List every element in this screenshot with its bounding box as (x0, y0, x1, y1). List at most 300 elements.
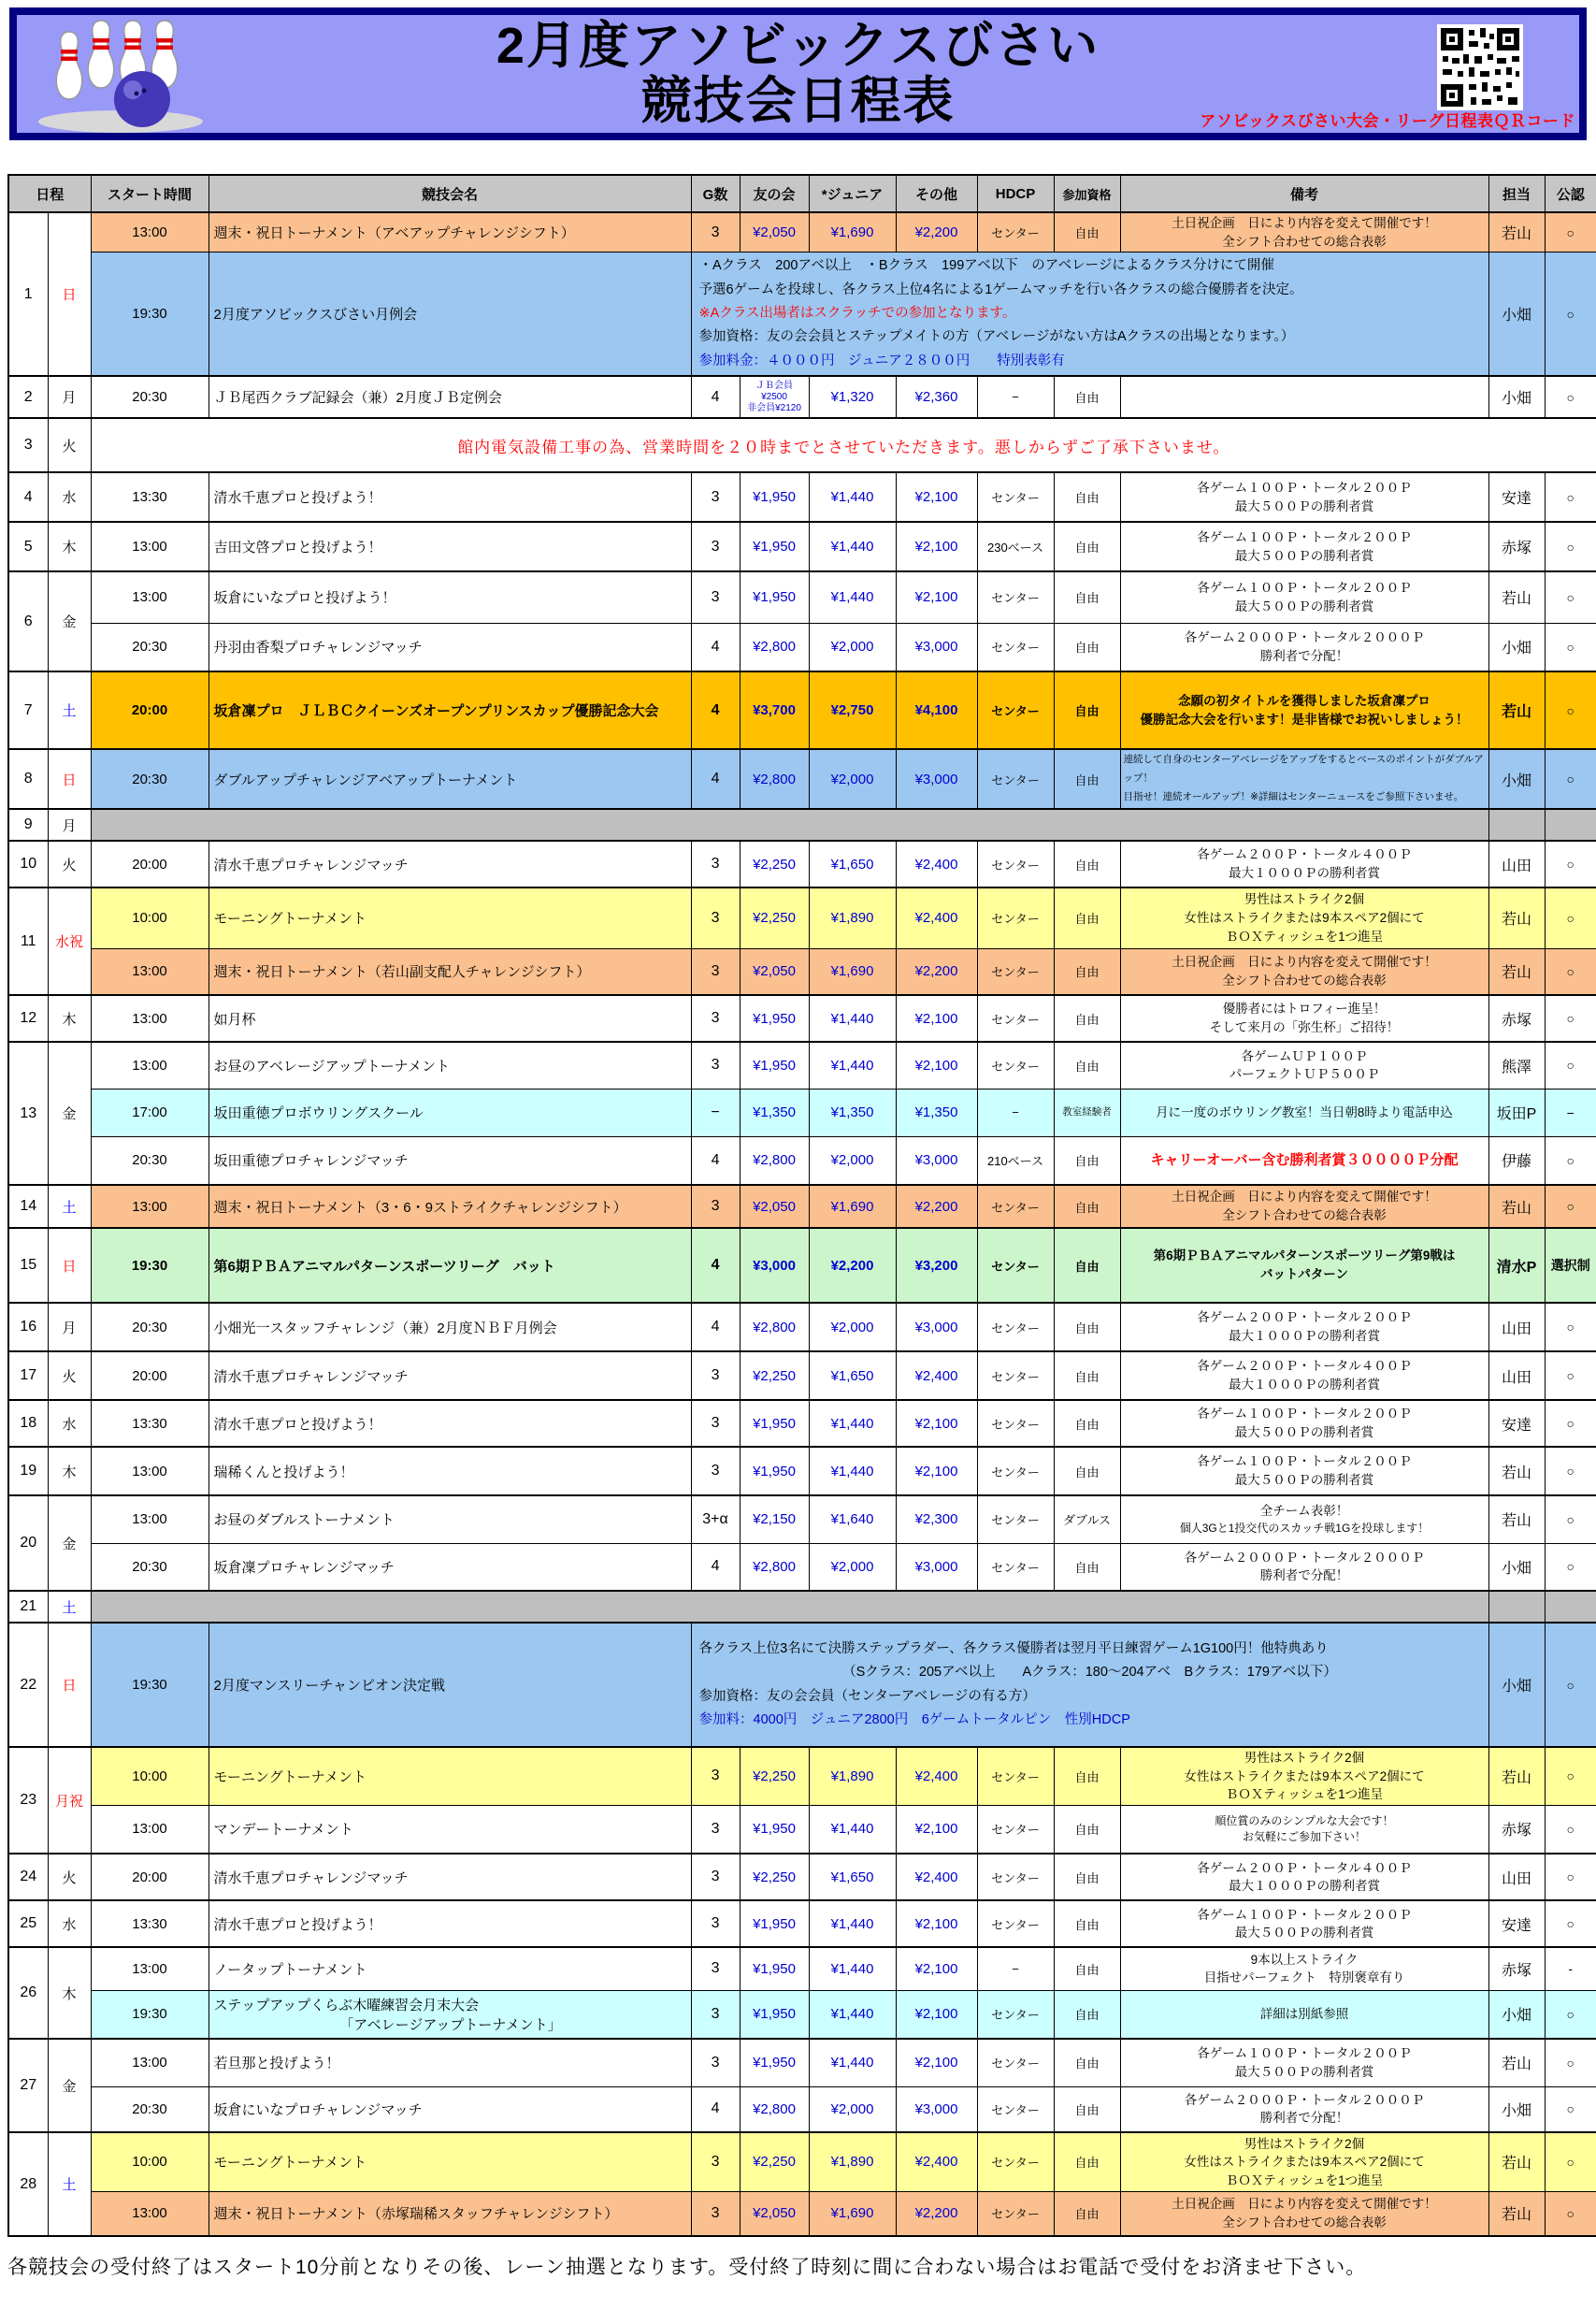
eligibility: 自由 (1054, 522, 1120, 571)
text-line: 詳細は別紙参照 (1259, 2007, 1349, 2022)
fee-other: ¥2,100 (896, 1400, 977, 1447)
start-time: 20:30 (91, 749, 208, 809)
fee-member: ¥2,800 (740, 1543, 809, 1591)
remarks (1120, 841, 1488, 888)
certified: ○ (1545, 1400, 1596, 1447)
staff: 若山 (1488, 571, 1545, 623)
staff: 赤塚 (1488, 1947, 1545, 1990)
staff: 若山 (1488, 888, 1545, 948)
start-time: 13:00 (91, 1447, 208, 1495)
staff: 赤塚 (1488, 522, 1545, 571)
fee-other: ¥2,200 (896, 948, 977, 995)
date-number: 20 (8, 1495, 48, 1591)
certified: ○ (1545, 1623, 1596, 1747)
date-number: 18 (8, 1400, 48, 1447)
event-name: 坂倉凜プロチャレンジマッチ (208, 1543, 691, 1591)
remarks (1120, 1303, 1488, 1351)
text-line: 個人3Gと1投交代のスカッチ戦1Gを投球します！ (1179, 1521, 1430, 1535)
staff: 若山 (1488, 1185, 1545, 1228)
games: 3 (691, 1447, 740, 1495)
fee-junior: ¥1,440 (809, 2039, 896, 2086)
text-line: 念願の初タイトルを獲得しました坂倉凜プロ (1178, 693, 1431, 708)
start-time: 19:30 (91, 253, 208, 376)
weekday: 月 (48, 376, 91, 418)
date-number: 14 (8, 1185, 48, 1228)
games: 3 (691, 522, 740, 571)
fee-other: ¥2,400 (896, 1854, 977, 1900)
text-line: 最大５００Ｐの勝利者賞 (1234, 548, 1374, 563)
schedule-row (8, 1854, 1596, 1900)
eligibility: 自由 (1054, 749, 1120, 809)
start-time: 20:30 (91, 376, 208, 418)
fee-member: ¥1,950 (740, 522, 809, 571)
fee-junior: ¥1,650 (809, 1351, 896, 1400)
remarks (1120, 1747, 1488, 1805)
start-time: 13:00 (91, 1495, 208, 1543)
certified: ○ (1545, 1136, 1596, 1185)
text-line: キャリーオーバー含む勝利者賞３００００Ｐ分配 (1150, 1151, 1459, 1168)
qr-code (1437, 24, 1523, 110)
start-time: 13:00 (91, 1947, 208, 1990)
start-time: 13:30 (91, 1400, 208, 1447)
empty-cell (91, 1591, 1488, 1623)
staff: 若山 (1488, 212, 1545, 253)
weekday: 金 (48, 571, 91, 671)
fee-junior: ¥1,650 (809, 841, 896, 888)
text-line: 各ゲーム２００Ｐ・トータル２００Ｐ (1197, 1310, 1412, 1325)
empty-cell (91, 809, 1488, 841)
fee-other: ¥2,200 (896, 2191, 977, 2236)
start-time: 20:30 (91, 1543, 208, 1591)
col-header-junior-fee: *ジュニア (809, 175, 896, 212)
event-name: 週末・祝日トーナメント（若山副支配人チャレンジシフト） (208, 948, 691, 995)
text-line: 各ゲーム２０００Ｐ・トータル２０００Ｐ (1184, 1550, 1425, 1565)
certified: ○ (1545, 472, 1596, 522)
text-line: 各ゲーム１００Ｐ・トータル２００Ｐ (1197, 529, 1412, 544)
event-name: 若旦那と投げよう！ (208, 2039, 691, 2086)
text-line: 優勝記念大会を行います！是非皆様でお祝いしましょう！ (1140, 712, 1469, 727)
fee-member: ¥2,800 (740, 749, 809, 809)
fee-other: ¥2,100 (896, 995, 977, 1042)
fee-junior: ¥2,200 (809, 1228, 896, 1303)
eligibility: 自由 (1054, 1805, 1120, 1854)
remarks (1120, 995, 1488, 1042)
hdcp: − (977, 376, 1054, 418)
fee-member: ¥1,950 (740, 1900, 809, 1947)
schedule-row (8, 2191, 1596, 2236)
event-name: 瑞稀くんと投げよう！ (208, 1447, 691, 1495)
remarks (1120, 1351, 1488, 1400)
start-time: 13:00 (91, 1805, 208, 1854)
hdcp: センター (977, 1543, 1054, 1591)
eligibility: 自由 (1054, 1747, 1120, 1805)
event-name: お昼のダブルストーナメント (208, 1495, 691, 1543)
certified: ○ (1545, 1747, 1596, 1805)
fee-member: ¥2,800 (740, 2086, 809, 2132)
col-header-remarks: 備考 (1120, 175, 1488, 212)
hdcp: センター (977, 212, 1054, 253)
certified: ○ (1545, 1805, 1596, 1854)
fee-other: ¥1,350 (896, 1089, 977, 1136)
date-number: 21 (8, 1591, 48, 1623)
event-name: モーニングトーナメント (208, 2132, 691, 2191)
fee-junior: ¥1,690 (809, 948, 896, 995)
col-header-eligibility: 参加資格 (1054, 175, 1120, 212)
start-time: 10:00 (91, 1747, 208, 1805)
fee-member: ¥1,950 (740, 995, 809, 1042)
fee-member: ¥2,050 (740, 948, 809, 995)
event-name: 如月杯 (208, 995, 691, 1042)
fee-other: ¥3,000 (896, 749, 977, 809)
staff: 若山 (1488, 1747, 1545, 1805)
fee-junior: ¥2,000 (809, 1543, 896, 1591)
fee-other: ¥4,100 (896, 671, 977, 749)
fee-member: ¥2,800 (740, 1136, 809, 1185)
start-time: 20:30 (91, 623, 208, 671)
eligibility: 自由 (1054, 671, 1120, 749)
event-name: 坂倉にいなプロと投げよう！ (208, 571, 691, 623)
text-line: 全シフト合わせての総合表彰 (1222, 234, 1387, 249)
event-name: 丹羽由香梨プロチャレンジマッチ (208, 623, 691, 671)
fee-other: ¥3,200 (896, 1228, 977, 1303)
certified: ○ (1545, 2132, 1596, 2191)
footer-note: 各競技会の受付終了はスタート10分前となりその後、レーン抽選となります。受付終了時刻に間に合わない場合はお電話で受付をお済ませ下さい。 (7, 2257, 1367, 2279)
col-header-hdcp: HDCP (977, 175, 1054, 212)
schedule-row (8, 749, 1596, 809)
certified: ○ (1545, 623, 1596, 671)
fee-other: ¥2,100 (896, 1900, 977, 1947)
event-name: 週末・祝日トーナメント（アベアップチャレンジシフト） (208, 212, 691, 253)
page-title-line2: 競技会日程表 (640, 73, 956, 130)
text-line: 目指せパーフェクト 特別褒章有り (1203, 1970, 1405, 1985)
fee-other: ¥2,100 (896, 571, 977, 623)
weekday: 金 (48, 1495, 91, 1591)
fee-other: ¥2,100 (896, 1042, 977, 1089)
games: 3 (691, 1042, 740, 1089)
eligibility: 自由 (1054, 571, 1120, 623)
remarks (1120, 1854, 1488, 1900)
remarks (1120, 2039, 1488, 2086)
text-line: 各ゲーム２００Ｐ・トータル４００Ｐ (1197, 1860, 1412, 1875)
schedule-row (8, 1591, 1596, 1623)
fee-junior: ¥1,440 (809, 1805, 896, 1854)
remarks (1120, 1447, 1488, 1495)
weekday: 火 (48, 1351, 91, 1400)
certified: ○ (1545, 2086, 1596, 2132)
weekday: 日 (48, 1623, 91, 1747)
fee-junior: ¥1,440 (809, 1400, 896, 1447)
text-line: 土日祝企画 日により内容を変えて開催です！ (1172, 216, 1437, 230)
remarks (1120, 671, 1488, 749)
fee-member: ¥1,950 (740, 571, 809, 623)
schedule-row (8, 212, 1596, 253)
schedule-row (8, 1303, 1596, 1351)
games: 4 (691, 1303, 740, 1351)
schedule-row (8, 253, 1596, 376)
fee-member: ¥2,250 (740, 1747, 809, 1805)
text-line: 男性はストライク2個 (1244, 2136, 1365, 2151)
eligibility: 自由 (1054, 1947, 1120, 1990)
games: 4 (691, 1543, 740, 1591)
remarks (1120, 1185, 1488, 1228)
eligibility: 自由 (1054, 1351, 1120, 1400)
remarks (1120, 2191, 1488, 2236)
staff (1488, 1591, 1545, 1623)
hdcp: センター (977, 1854, 1054, 1900)
start-time: 13:00 (91, 1185, 208, 1228)
eligibility: 自由 (1054, 2191, 1120, 2236)
text-line: ステップアップくらぶ木曜練習会月末大会 (213, 1997, 480, 2013)
remarks (1120, 1228, 1488, 1303)
fee-member: ¥2,050 (740, 2191, 809, 2236)
schedule-table (7, 174, 1596, 2237)
text-line: 各ゲーム１００Ｐ・トータル２００Ｐ (1197, 480, 1412, 495)
staff: 小畑 (1488, 1543, 1545, 1591)
eligibility: 自由 (1054, 2086, 1120, 2132)
hdcp: センター (977, 1400, 1054, 1447)
fee-member: ¥2,050 (740, 1185, 809, 1228)
staff: 安達 (1488, 1400, 1545, 1447)
start-time: 20:00 (91, 671, 208, 749)
text-line: 予選6ゲームを投球し、各クラス上位4名による1ゲームマッチを行い各クラスの総合優勝者を決定。 (698, 281, 1303, 297)
fee-member: ¥2,250 (740, 1351, 809, 1400)
games: 4 (691, 623, 740, 671)
event-name: マンデートーナメント (208, 1805, 691, 1854)
text-line: 各ゲーム１００Ｐ・トータル２００Ｐ (1197, 1407, 1412, 1421)
event-name: 坂倉にいなプロチャレンジマッチ (208, 2086, 691, 2132)
fee-junior: ¥2,000 (809, 2086, 896, 2132)
start-time: 19:30 (91, 1228, 208, 1303)
staff: 赤塚 (1488, 1805, 1545, 1854)
fee-member: ¥2,250 (740, 841, 809, 888)
weekday: 木 (48, 522, 91, 571)
fee-member: ¥2,800 (740, 1303, 809, 1351)
schedule-row (8, 671, 1596, 749)
fee-other: ¥3,000 (896, 1543, 977, 1591)
hdcp: 210ベース (977, 1136, 1054, 1185)
fee-junior: ¥1,350 (809, 1089, 896, 1136)
start-time: 13:00 (91, 2039, 208, 2086)
weekday: 月祝 (48, 1747, 91, 1854)
start-time: 10:00 (91, 2132, 208, 2191)
remarks (1120, 1543, 1488, 1591)
fee-member: ¥1,950 (740, 472, 809, 522)
remarks (1120, 749, 1488, 809)
event-details (691, 253, 1488, 376)
start-time: 13:00 (91, 1042, 208, 1089)
schedule-row (8, 1623, 1596, 1747)
staff: 坂田P (1488, 1089, 1545, 1136)
fee-member: ¥2,800 (740, 623, 809, 671)
fee-other: ¥3,000 (896, 1136, 977, 1185)
certified: 選択制 (1545, 1228, 1596, 1303)
eligibility: ダブルス (1054, 1495, 1120, 1543)
event-name: 坂倉凜プロ ＪＬＢＣクイーンズオープンプリンスカップ優勝記念大会 (208, 671, 691, 749)
games: 4 (691, 1228, 740, 1303)
eligibility: 自由 (1054, 376, 1120, 418)
eligibility: 自由 (1054, 1543, 1120, 1591)
weekday: 土 (48, 1185, 91, 1228)
certified: ○ (1545, 1900, 1596, 1947)
fee-junior: ¥2,000 (809, 623, 896, 671)
fee-member: ¥3,700 (740, 671, 809, 749)
date-number: 23 (8, 1747, 48, 1854)
fee-junior: ¥1,690 (809, 212, 896, 253)
remarks (1120, 623, 1488, 671)
event-name: 清水千恵プロチャレンジマッチ (208, 1351, 691, 1400)
fee-other: ¥2,100 (896, 1447, 977, 1495)
certified: ○ (1545, 376, 1596, 418)
games: 3 (691, 888, 740, 948)
date-number: 25 (8, 1900, 48, 1947)
staff: 小畑 (1488, 623, 1545, 671)
games: 4 (691, 1136, 740, 1185)
schedule-row (8, 841, 1596, 888)
weekday: 日 (48, 212, 91, 376)
fee-member: ¥1,950 (740, 1990, 809, 2039)
start-time: 20:00 (91, 841, 208, 888)
schedule-row (8, 522, 1596, 571)
fee-junior: ¥1,890 (809, 2132, 896, 2191)
staff: 山田 (1488, 1303, 1545, 1351)
start-time: 10:00 (91, 888, 208, 948)
date-number: 28 (8, 2132, 48, 2236)
fee-member (740, 376, 809, 418)
date-number: 12 (8, 995, 48, 1042)
weekday: 水 (48, 1400, 91, 1447)
remarks (1120, 1900, 1488, 1947)
event-name (208, 1990, 691, 2039)
event-name: ノータップトーナメント (208, 1947, 691, 1990)
col-header-member-fee: 友の会 (740, 175, 809, 212)
staff: 小畑 (1488, 749, 1545, 809)
hdcp: センター (977, 2191, 1054, 2236)
date-number: 24 (8, 1854, 48, 1900)
schedule-row (8, 472, 1596, 522)
schedule-row (8, 1543, 1596, 1591)
certified: - (1545, 1947, 1596, 1990)
remarks (1120, 1089, 1488, 1136)
remarks (1120, 212, 1488, 253)
staff: 小畑 (1488, 1990, 1545, 2039)
hdcp: センター (977, 1747, 1054, 1805)
certified: ○ (1545, 841, 1596, 888)
hdcp: 230ベース (977, 522, 1054, 571)
date-number: 6 (8, 571, 48, 671)
text-line: 教室経験者 (1062, 1105, 1112, 1118)
games: 3 (691, 1400, 740, 1447)
weekday: 木 (48, 1447, 91, 1495)
qr-code-label: アソビックスびさい大会・リーグ日程表ＱＲコード (1200, 112, 1575, 130)
remarks (1120, 522, 1488, 571)
date-number: 16 (8, 1303, 48, 1351)
eligibility: 自由 (1054, 1185, 1120, 1228)
schedule-row (8, 1990, 1596, 2039)
staff: 伊藤 (1488, 1136, 1545, 1185)
event-name: 週末・祝日トーナメント（赤塚瑞稀スタッフチャレンジシフト） (208, 2191, 691, 2236)
event-name: 第6期ＰＢＡアニマルパターンスポーツリーグ バット (208, 1228, 691, 1303)
games: 3 (691, 841, 740, 888)
staff: 安達 (1488, 472, 1545, 522)
fee-junior: ¥1,440 (809, 1947, 896, 1990)
schedule-body (8, 212, 1596, 2236)
text-line: 順位賞のみのシンプルな大会です！ (1215, 1813, 1394, 1827)
col-header-certified: 公認 (1545, 175, 1596, 212)
start-time: 20:30 (91, 1303, 208, 1351)
event-name: 吉田文啓プロと投げよう！ (208, 522, 691, 571)
schedule-row (8, 888, 1596, 948)
games: 3 (691, 995, 740, 1042)
date-number: 9 (8, 809, 48, 841)
date-number: 10 (8, 841, 48, 888)
certified: ○ (1545, 1303, 1596, 1351)
event-name: ＪＢ尾西クラブ記録会（兼）2月度ＪＢ定例会 (208, 376, 691, 418)
text-line: 女性はストライクまたは9本スペア2個にて (1184, 910, 1425, 925)
fee-other: ¥2,400 (896, 1351, 977, 1400)
text-line: 最大５００Ｐの勝利者賞 (1234, 599, 1374, 613)
text-line: 第6期ＰＢＡアニマルパターンスポーツリーグ第9戦は (1153, 1248, 1456, 1263)
games: 3 (691, 1854, 740, 1900)
text-line: ＢＯＸティッシュを1つ進呈 (1225, 2172, 1384, 2187)
eligibility: 自由 (1054, 1303, 1120, 1351)
games: 3 (691, 1805, 740, 1854)
staff: 安達 (1488, 1900, 1545, 1947)
text-line: 参加資格：友の会会員とステップメイトの方（アベレージがない方はAクラスの出場となります。） (698, 329, 1295, 345)
hdcp: センター (977, 1228, 1054, 1303)
hdcp: センター (977, 1447, 1054, 1495)
date-number: 22 (8, 1623, 48, 1747)
start-time: 17:00 (91, 1089, 208, 1136)
event-name: 清水千恵プロと投げよう！ (208, 472, 691, 522)
fee-junior: ¥1,650 (809, 1854, 896, 1900)
start-time: 20:00 (91, 1854, 208, 1900)
start-time: 20:00 (91, 1351, 208, 1400)
text-line: 各ゲーム１００Ｐ・トータル２００Ｐ (1197, 1907, 1412, 1922)
games: 3 (691, 472, 740, 522)
event-name: 2月度マンスリーチャンピオン決定戦 (208, 1623, 691, 1747)
text-line: 最大１０００Ｐの勝利者賞 (1229, 1378, 1381, 1392)
fee-other: ¥2,100 (896, 1947, 977, 1990)
staff: 若山 (1488, 2132, 1545, 2191)
start-time: 13:00 (91, 571, 208, 623)
schedule-row (8, 1185, 1596, 1228)
text-line: 最大５００Ｐの勝利者賞 (1234, 1425, 1374, 1439)
certified: ○ (1545, 1543, 1596, 1591)
fee-member: ¥2,150 (740, 1495, 809, 1543)
fee-member: ¥2,250 (740, 888, 809, 948)
hdcp: センター (977, 2086, 1054, 2132)
certified: ○ (1545, 1447, 1596, 1495)
staff: 若山 (1488, 1495, 1545, 1543)
col-header-date: 日程 (8, 175, 91, 212)
text-line: ※Aクラス出場者はスクラッチでの参加となります。 (698, 305, 1016, 321)
fee-junior: ¥1,690 (809, 1185, 896, 1228)
schedule-row (8, 2039, 1596, 2086)
certified (1545, 1591, 1596, 1623)
text-line: 勝利者で分配！ (1259, 2111, 1349, 2126)
certified (1545, 809, 1596, 841)
hdcp: センター (977, 1805, 1054, 1854)
date-number: 3 (8, 418, 48, 472)
weekday: 金 (48, 2039, 91, 2132)
fee-other: ¥2,100 (896, 1990, 977, 2039)
eligibility: 自由 (1054, 2039, 1120, 2086)
hdcp: センター (977, 1351, 1054, 1400)
certified: ○ (1545, 1185, 1596, 1228)
games: 3 (691, 1900, 740, 1947)
text-line: 最大１０００Ｐの勝利者賞 (1229, 1329, 1381, 1343)
event-name: 小畑光一スタッフチャレンジ（兼）2月度ＮＢＦ月例会 (208, 1303, 691, 1351)
